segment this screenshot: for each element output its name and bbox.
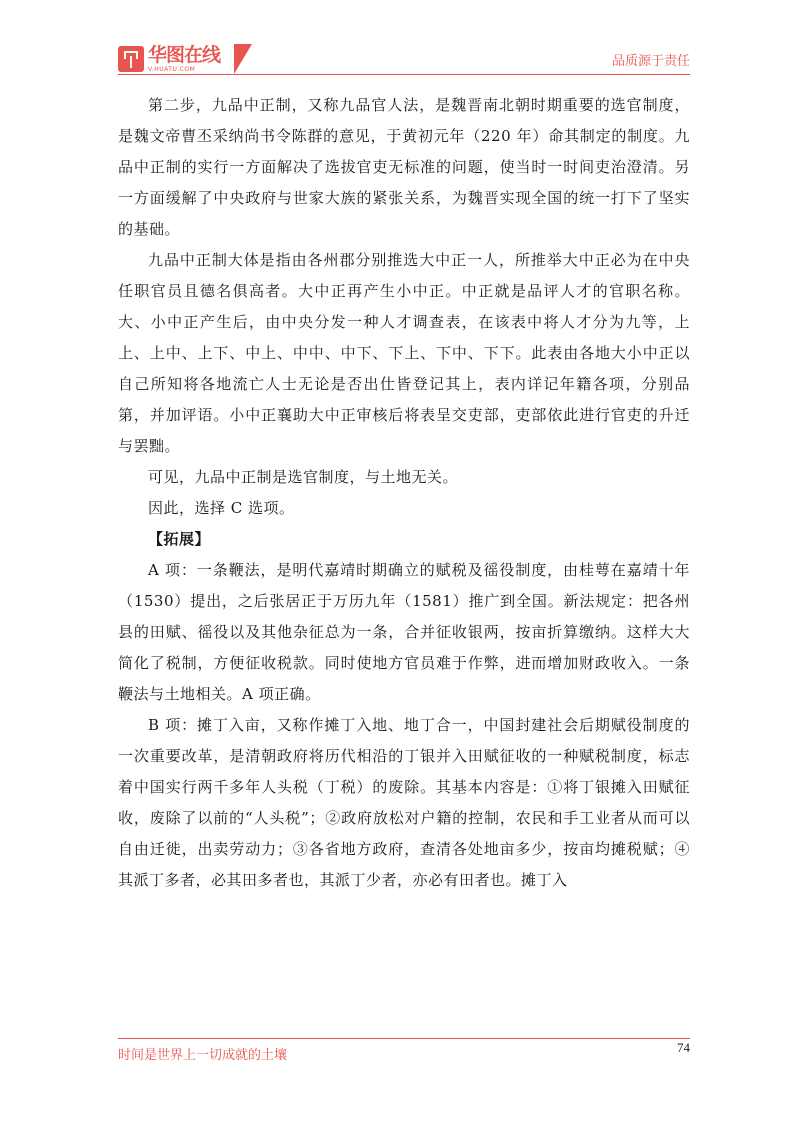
- header-slogan: 品质源于责任: [611, 54, 690, 69]
- paragraph-option-b: B 项：摊丁入亩，又称作摊丁入地、地丁合一，中国封建社会后期赋役制度的一次重要改革，是清朝政府将历代相沿的丁银并入田赋征收的一种赋税制度，标志着中国实行两千多年人头税（丁税）的废除。其基本内容是：①将丁银摊入田赋征收，废除了以前的“人头税”；②政府放松对户籍的控制，农民和手工业者从而可以自由迁徙，出卖劳动力；③各省地方政府，查清各处地亩多少，按亩均摊税赋；④其派丁多者，必其田多者也，其派丁少者，亦必有田者也。摊丁入: [118, 716, 690, 889]
- huatu-logo-icon: [118, 46, 144, 72]
- paragraph-3: 可见，九品中正制是选官制度，与土地无关。: [148, 468, 459, 486]
- section-heading-extension: 【拓展】: [148, 530, 211, 548]
- logo-url: V.HUATU.COM: [148, 65, 196, 73]
- footer-slogan: 时间是世界上一切成就的土壤: [118, 1048, 288, 1063]
- header-divider: [118, 74, 690, 75]
- logo-wedge-decoration: [234, 44, 252, 74]
- paragraph-option-a: A 项：一条鞭法，是明代嘉靖时期确立的赋税及徭役制度，由桂萼在嘉靖十年（1530）提出，之后张居正于万历九年（1581）推广到全国。新法规定：把各州县的田赋、徭役以及其他杂征总为一条，合并征收银两，按亩折算缴纳。这样大大简化了税制，方便征收税款。同时使地方官员难于作弊，进而增加财政收入。一条鞭法与土地相关。A 项正确。: [118, 561, 690, 703]
- paragraph-4: 因此，选择 C 选项。: [148, 499, 295, 517]
- document-body: [118, 90, 690, 896]
- paragraph-1: 第二步，九品中正制，又称九品官人法，是魏晋南北朝时期重要的选官制度，是魏文帝曹丕采纳尚书令陈群的意见，于黄初元年（220 年）命其制定的制度。九品中正制的实行一方面解决了选拔官吏无标准的问题，使当时一时间吏治澄清。另一方面缓解了中央政府与世家大族的紧张关系，为魏晋实现全国的统一打下了坚实的基础。: [118, 96, 690, 238]
- huatu-logo: [118, 44, 220, 74]
- logo-text-group: [148, 43, 221, 73]
- page-number: 74: [677, 1040, 690, 1055]
- footer-divider: [118, 1038, 690, 1039]
- logo-text: 华图在线: [148, 43, 221, 66]
- paragraph-2: 九品中正制大体是指由各州郡分别推选大中正一人，所推举大中正必为在中央任职官员且德名俱高者。大中正再产生小中正。中正就是品评人才的官职名称。大、小中正产生后，由中央分发一种人才调查表，在该表中将人才分为九等，上上、上中、上下、中上、中中、中下、下上、下中、下下。此表由各地大小中正以自己所知将各地流亡人士无论是否出仕皆登记其上，表内详记年籍各项，分别品第，并加评语。小中正襄助大中正审核后将表呈交吏部，吏部依此进行官吏的升迁与罢黜。: [118, 251, 690, 455]
- page-header: [0, 0, 800, 80]
